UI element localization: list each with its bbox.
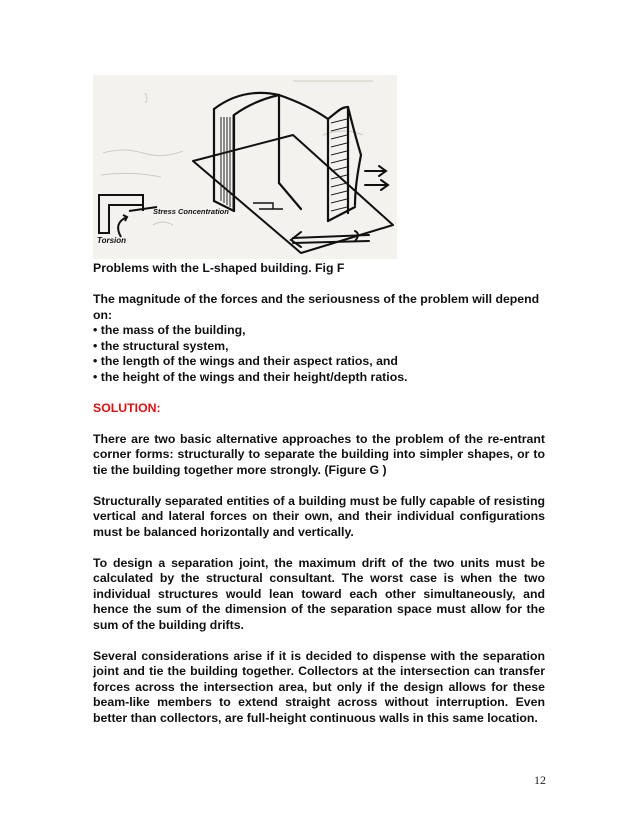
page-number: 12 [534,773,546,787]
figure-caption: Problems with the L-shaped building. Fig F [93,261,345,275]
sketch-drawing [93,75,397,259]
l-shaped-building-sketch [93,75,397,259]
document-body [93,261,545,742]
intro-paragraph: The magnitude of the forces and the seriousness of the problem will depend on: [93,292,540,322]
bullet-item: • the height of the wings and their height/depth ratios. [93,369,408,384]
bullet-item: • the mass of the building, [93,323,246,337]
solution-heading: SOLUTION: [93,400,161,415]
bullet-item: • the structural system, [93,338,229,353]
bullet-item: • the length of the wings and their aspect ratios, and [93,354,398,368]
paragraph-separated-entities: Structurally separated entities of a building must be fully capable of resisting vertical and lateral forces on their own, and their individual configurations must be balanced horizontally and vertically. [93,493,545,539]
torsion-label: Torsion [97,236,127,245]
paragraph-approaches: There are two basic alternative approaches to the problem of the re-entrant corner forms: structurally to separate the building into simpler shapes, or to tie the building together more strongly. (Figure G ) [93,431,545,477]
paragraph-separation-joint: To design a separation joint, the maximum drift of the two units must be calculated by the structural consultant. The worst case is when the two individual structures would lean toward each other simultaneously, and hence the sum of the dimension of the separation space must allow for the sum of the building drifts. [93,555,545,632]
bullet-list [93,323,545,385]
paragraph-considerations: Several considerations arise if it is decided to dispense with the separation joint and tie the building together. Collectors at the intersection can transfer forces across the intersection area, but only if the design allows for these beam-like members to extend straight across without interruption. Even better than collectors, are full-height continuous walls in this same location. [93,648,545,725]
stress-concentration-label: Stress Concentration [153,207,229,216]
